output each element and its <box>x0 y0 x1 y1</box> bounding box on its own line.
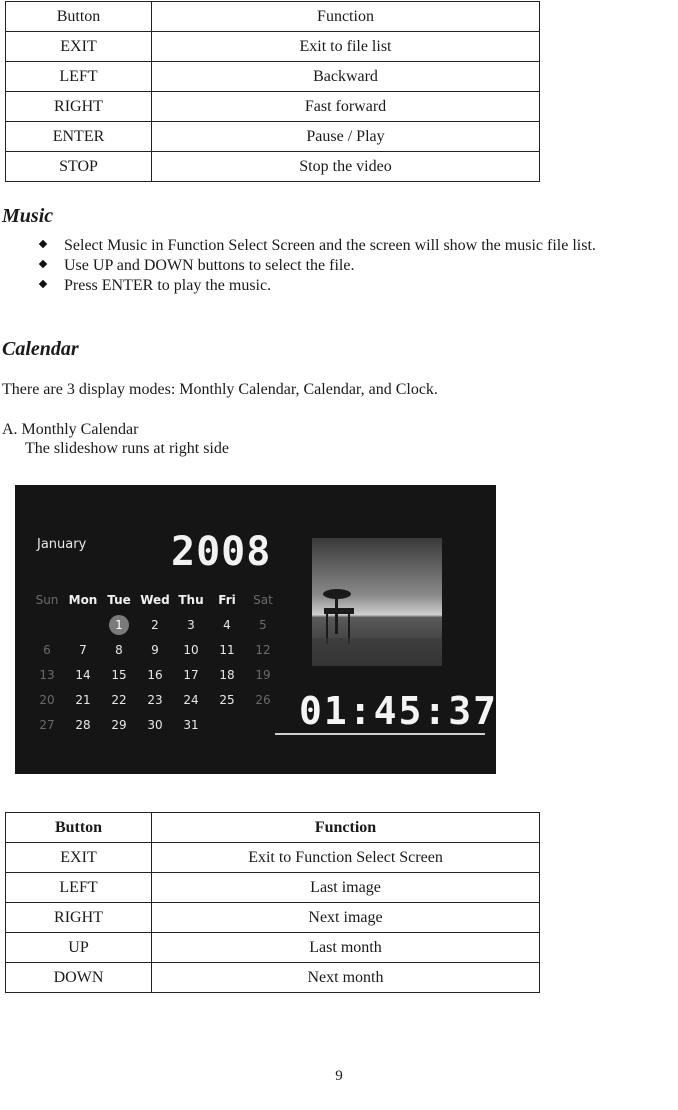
day-cell: 21 <box>75 692 91 707</box>
table-header-row <box>6 2 540 32</box>
header-button: Button <box>6 2 152 32</box>
modes-paragraph: There are 3 display modes: Monthly Calendar, Calendar, and Clock. <box>2 381 438 398</box>
diamond-bullet-icon <box>39 240 47 248</box>
clock-underline <box>275 733 485 735</box>
day-cell: 26 <box>255 692 271 707</box>
week-row <box>29 637 281 662</box>
month-name: January <box>37 537 87 552</box>
day-cell: 11 <box>219 642 235 657</box>
day-cell: 22 <box>111 692 127 707</box>
mode-a-description: The slideshow runs at right side <box>25 440 229 457</box>
monthly-calendar-screenshot <box>15 485 499 774</box>
day-cell <box>29 612 65 637</box>
button-cell: STOP <box>6 152 152 182</box>
day-cell: 23 <box>147 692 163 707</box>
calendar-grid <box>29 587 281 737</box>
week-row <box>29 662 281 687</box>
day-cell: 3 <box>187 617 195 632</box>
day-cell: 10 <box>183 642 199 657</box>
function-cell: Last image <box>152 873 540 903</box>
pier-silhouette-image <box>312 538 442 666</box>
header-button: Button <box>6 813 152 843</box>
header-function: Function <box>152 2 540 32</box>
table-row <box>6 903 540 933</box>
weekday-label: Fri <box>218 592 236 607</box>
day-cell: 20 <box>39 692 55 707</box>
table-header-row <box>6 813 540 843</box>
button-cell: DOWN <box>6 963 152 993</box>
day-cell: 28 <box>75 717 91 732</box>
day-cell: 9 <box>151 642 159 657</box>
day-cell: 17 <box>183 667 199 682</box>
function-cell: Pause / Play <box>152 122 540 152</box>
day-cell: 14 <box>75 667 91 682</box>
weekday-label: Tue <box>107 592 131 607</box>
day-cell: 16 <box>147 667 163 682</box>
diamond-bullet-icon <box>39 280 47 288</box>
day-cell: 2 <box>151 617 159 632</box>
calendar-heading: Calendar <box>2 338 79 360</box>
day-cell: 27 <box>39 717 55 732</box>
table-row <box>6 92 540 122</box>
bullet-text: Press ENTER to play the music. <box>64 277 272 294</box>
day-cell <box>65 612 101 637</box>
table-row <box>6 62 540 92</box>
button-cell: RIGHT <box>6 92 152 122</box>
week-row <box>29 687 281 712</box>
day-cell: 19 <box>255 667 271 682</box>
day-cell: 13 <box>39 667 55 682</box>
calendar-button-table <box>5 812 540 993</box>
year-display: 2008 <box>171 529 272 575</box>
weekday-label: Wed <box>140 592 170 607</box>
day-cell: 7 <box>79 642 87 657</box>
button-cell: LEFT <box>6 873 152 903</box>
day-cell: 5 <box>259 617 267 632</box>
weekday-header-row <box>29 587 281 612</box>
today-day: 1 <box>109 615 129 635</box>
day-cell: 6 <box>43 642 51 657</box>
table-row <box>6 963 540 993</box>
page-number: 9 <box>335 1068 343 1084</box>
clock-display: 01:45:37 <box>299 689 499 733</box>
weekday-label: Mon <box>68 592 98 607</box>
day-cell <box>209 712 245 737</box>
function-cell: Exit to file list <box>152 32 540 62</box>
day-cell: 4 <box>223 617 231 632</box>
day-cell: 25 <box>219 692 235 707</box>
day-cell: 12 <box>255 642 271 657</box>
function-cell: Last month <box>152 933 540 963</box>
table-row <box>6 873 540 903</box>
button-cell: ENTER <box>6 122 152 152</box>
button-cell: LEFT <box>6 62 152 92</box>
day-cell: 15 <box>111 667 127 682</box>
button-cell: UP <box>6 933 152 963</box>
table-row <box>6 32 540 62</box>
header-function: Function <box>152 813 540 843</box>
day-cell: 24 <box>183 692 199 707</box>
table-row <box>6 152 540 182</box>
slideshow-photo <box>312 538 442 666</box>
day-cell: 8 <box>115 642 123 657</box>
week-row <box>29 712 281 737</box>
function-cell: Exit to Function Select Screen <box>152 843 540 873</box>
today-cell <box>101 612 137 637</box>
table-row <box>6 933 540 963</box>
weekday-label: Sun <box>35 592 59 607</box>
bullet-text: Select Music in Function Select Screen and the screen will show the music file list. <box>64 237 596 254</box>
table-row <box>6 122 540 152</box>
list-item <box>40 276 596 296</box>
mode-a-title: A. Monthly Calendar <box>2 421 139 438</box>
week-row <box>29 612 281 637</box>
weekday-label: Thu <box>178 592 204 607</box>
day-cell: 29 <box>111 717 127 732</box>
list-item <box>40 236 596 256</box>
function-cell: Stop the video <box>152 152 540 182</box>
diamond-bullet-icon <box>39 260 47 268</box>
button-cell: RIGHT <box>6 903 152 933</box>
day-cell: 31 <box>183 717 199 732</box>
button-cell: EXIT <box>6 32 152 62</box>
button-cell: EXIT <box>6 843 152 873</box>
function-cell: Next image <box>152 903 540 933</box>
weekday-label: Sat <box>253 592 273 607</box>
music-heading: Music <box>2 205 54 227</box>
list-item <box>40 256 596 276</box>
day-cell: 30 <box>147 717 163 732</box>
table-row <box>6 843 540 873</box>
function-cell: Next month <box>152 963 540 993</box>
music-bullet-list <box>40 236 596 296</box>
function-cell: Fast forward <box>152 92 540 122</box>
day-cell: 18 <box>219 667 235 682</box>
video-button-table <box>5 1 540 182</box>
bullet-text: Use UP and DOWN buttons to select the file. <box>64 257 355 274</box>
function-cell: Backward <box>152 62 540 92</box>
